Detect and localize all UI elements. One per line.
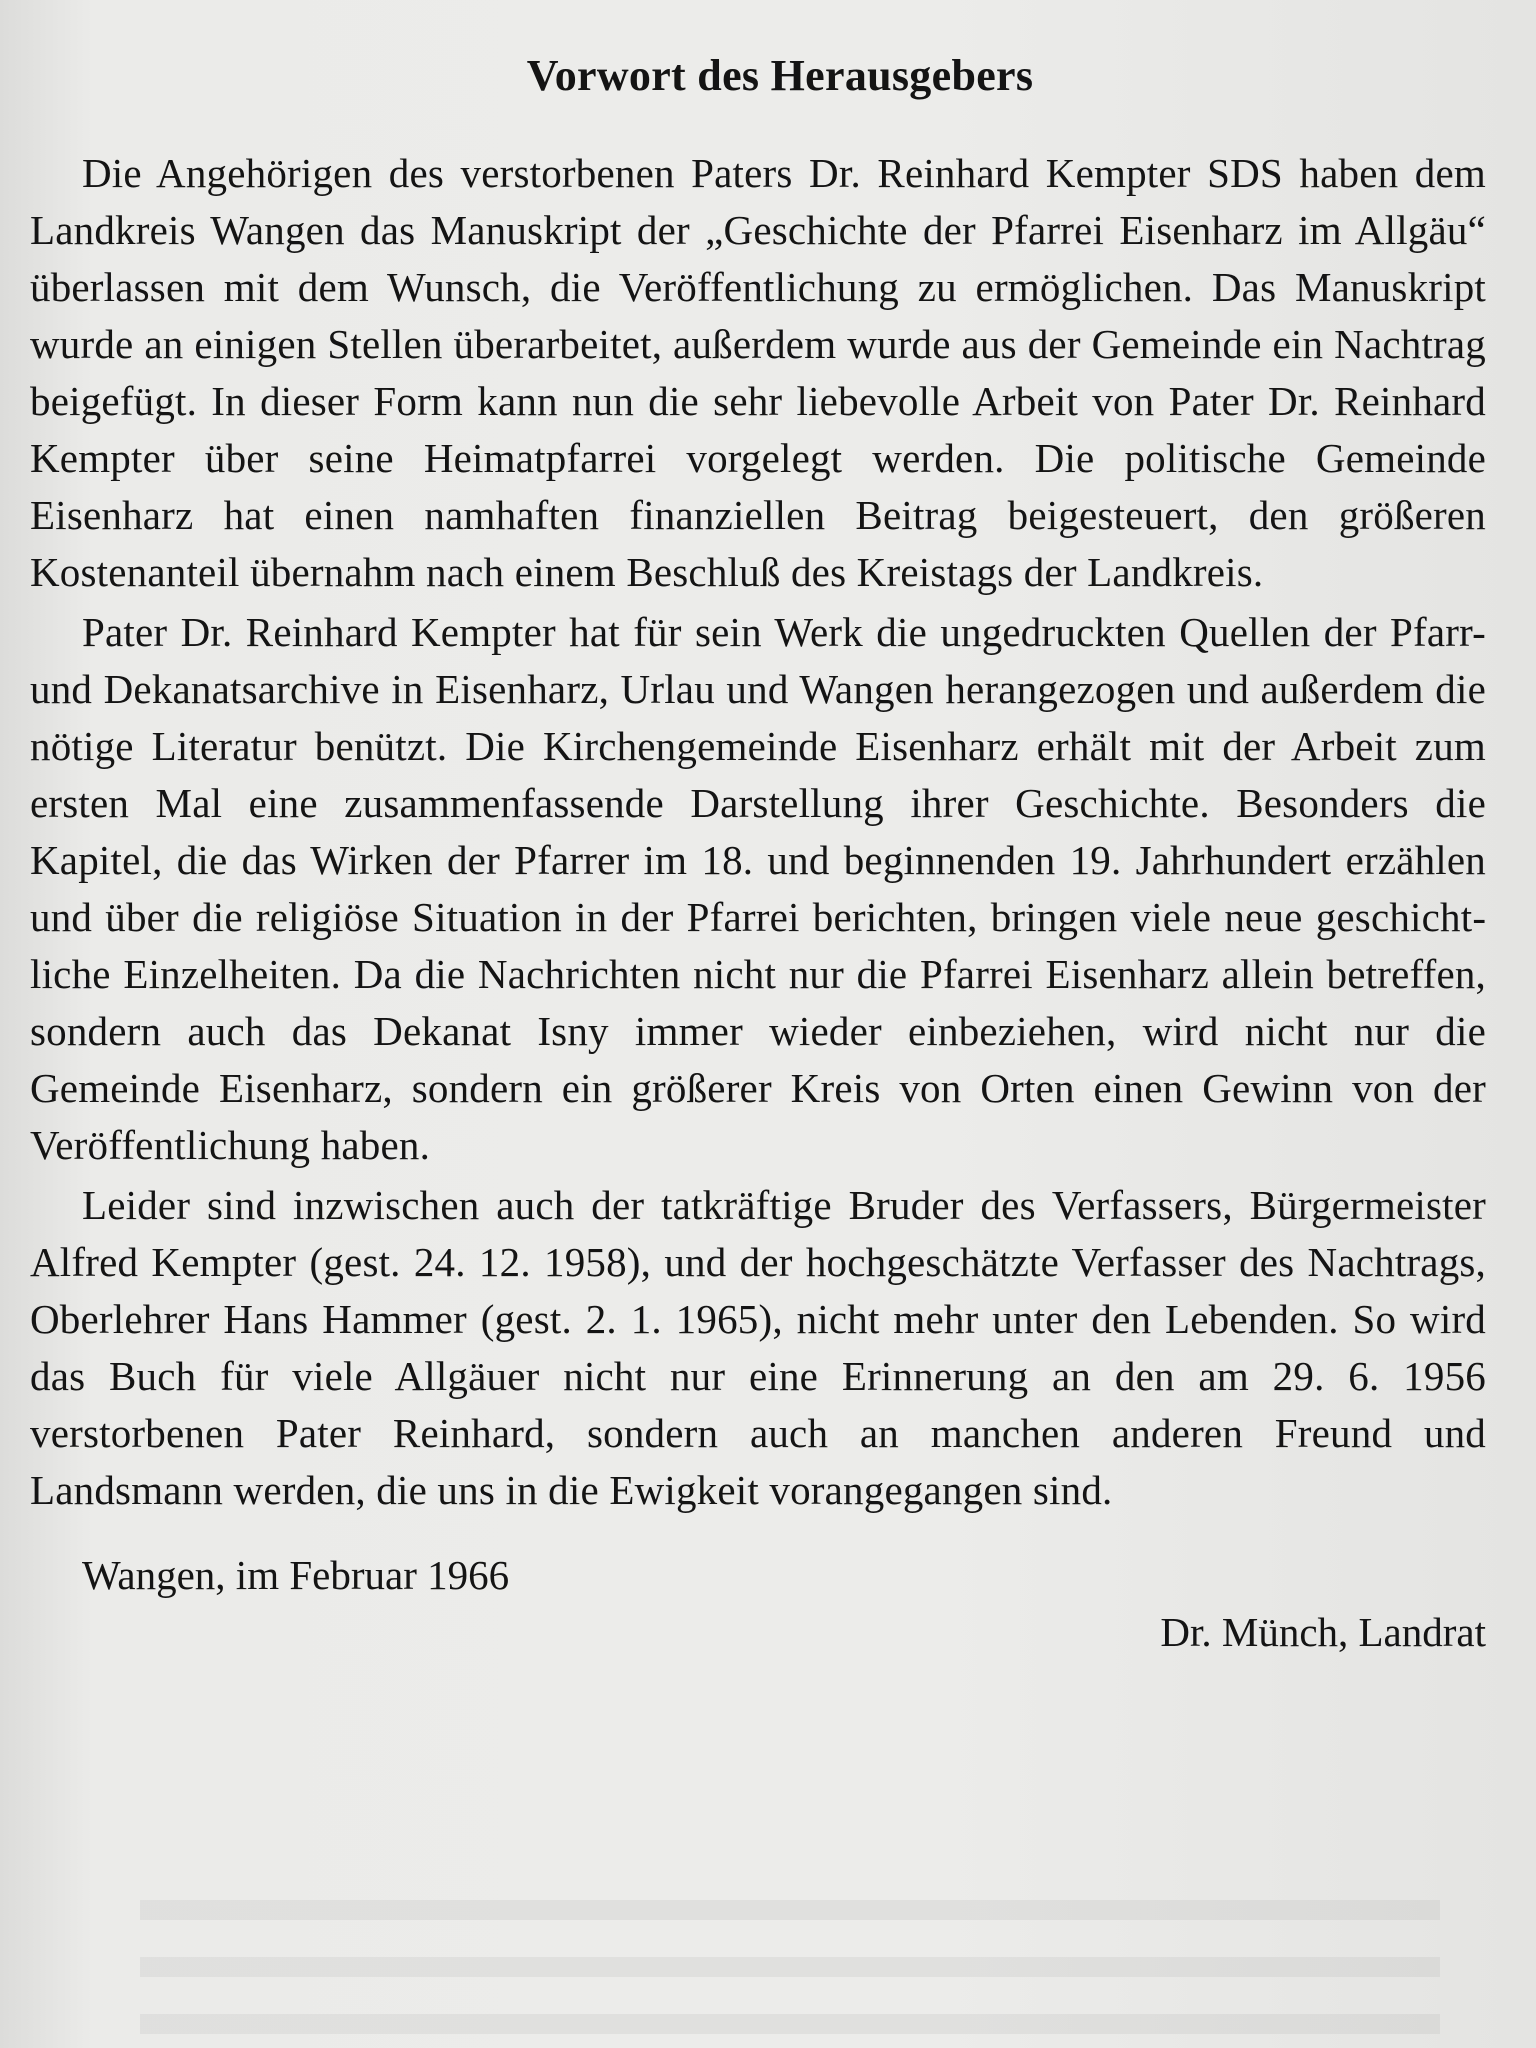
- paragraph-2: Pater Dr. Reinhard Kempter hat für sein Werk die ungedruckten Quellen der Pfarr- und Dekanatsarchive in Eisenharz, Urlau und Wangen herangezogen und außerdem die nötige Literatur benützt. Die Kirchengemeinde Eisenharz erhält mit der Arbeit zum ersten Mal eine zusammenfassende Darstellung ihrer Geschichte. Besonders die Kapitel, die das Wirken der Pfarrer im 18. und beginnenden 19. Jahrhundert erzählen und über die religiöse Situation in der Pfarrei berichten, bringen viele neue geschichtliche Einzelheiten. Da die Nachrichten nicht nur die Pfarrei Eisenharz allein betreffen, sondern auch das Dekanat Isny immer wieder einbeziehen, wird nicht nur die Gemeinde Eisenharz, sondern ein größerer Kreis von Orten einen Gewinn von der Veröffentlichung haben.: [30, 609, 1486, 1168]
- paragraph-3: Leider sind inzwischen auch der tatkräftige Bruder des Verfassers, Bürgermeister Alfred Kempter (gest. 24. 12. 1958), und der hochgeschätzte Verfasser des Nachtrags, Oberlehrer Hans Hammer (gest. 2. 1. 1965), nicht mehr unter den Lebenden. So wird das Buch für viele Allgäuer nicht nur eine Erinnerung an den am 29. 6. 1956 verstorbenen Pater Reinhard, sondern auch an manchen anderen Freund und Landsmann werden, die uns in die Ewigkeit vorangegangen sind.: [30, 1182, 1486, 1513]
- paragraph-1: Die Angehörigen des verstorbenen Paters Dr. Reinhard Kempter SDS haben dem Landkreis Wangen das Manuskript der „Geschichte der Pfarrei Eisenharz im Allgäu“ überlassen mit dem Wunsch, die Veröffentlichung zu ermöglichen. Das Manuskript wurde an einigen Stellen überarbeitet, außerdem wurde aus der Gemeinde ein Nachtrag beigefügt. In dieser Form kann nun die sehr liebevolle Arbeit von Pater Dr. Reinhard Kempter über seine Heimatpfarrei vorgelegt werden. Die politische Gemeinde Eisenharz hat einen namhaften finanziellen Beitrag beigesteuert, den größeren Kostenanteil übernahm nach einem Beschluß des Kreistags der Landkreis.: [30, 150, 1486, 595]
- show-through-text: [140, 1870, 1440, 2040]
- page-title: Vorwort des Herausgebers: [526, 51, 1034, 100]
- signature: Dr. Münch, Landrat: [1160, 1609, 1486, 1655]
- page-content: [30, 50, 1486, 1661]
- body-text: [30, 145, 1486, 1519]
- place-date: Wangen, im Februar 1966: [82, 1552, 510, 1598]
